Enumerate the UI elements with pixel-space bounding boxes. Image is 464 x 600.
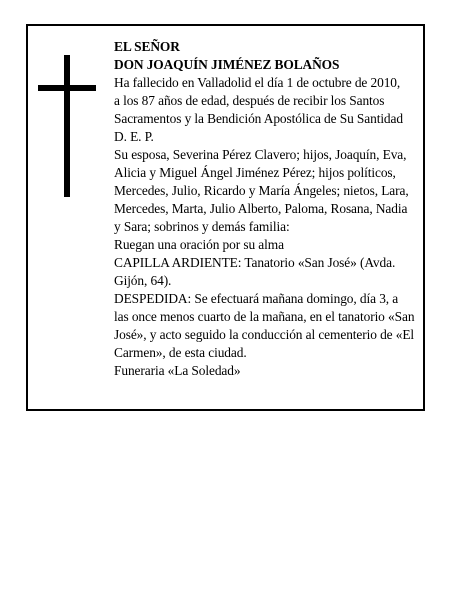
cross-vertical-bar (64, 55, 70, 197)
text-line: Sacramentos y la Bendición Apostólica de Su Santidad (114, 111, 403, 126)
text-line: José», y acto seguido la conducción al cementerio de «El (114, 327, 415, 342)
prayer-request (114, 236, 432, 254)
cross-icon (38, 55, 96, 197)
text-line: y Sara; sobrinos y demás familia: (114, 219, 290, 234)
text-line: Funeraria «La Soledad» (114, 363, 241, 378)
farewell-details (114, 290, 432, 362)
text-line: Mercedes, Marta, Julio Alberto, Paloma, Rosana, Nadia (114, 201, 408, 216)
death-announcement (114, 74, 432, 146)
text-line: las once menos cuarto de la mañana, en el tanatorio «San (114, 309, 415, 324)
text-line: a los 87 años de edad, después de recibir los Santos (114, 93, 385, 108)
text-line: Ruegan una oración por su alma (114, 237, 284, 252)
text-line: Gijón, 64). (114, 273, 172, 288)
text-line: D. E. P. (114, 129, 154, 144)
cross-horizontal-bar (38, 85, 96, 91)
title-line: EL SEÑOR (114, 39, 180, 54)
text-line: DESPEDIDA: Se efectuará mañana domingo, día 3, a (114, 291, 399, 306)
text-line: Alicia y Miguel Ángel Jiménez Pérez; hijos políticos, (114, 165, 396, 180)
text-line: Carmen», de esta ciudad. (114, 345, 247, 360)
text-line: Ha fallecido en Valladolid el día 1 de octubre de 2010, (114, 75, 401, 90)
text-line: CAPILLA ARDIENTE: Tanatorio «San José» (Avda. (114, 255, 396, 270)
deceased-name: DON JOAQUÍN JIMÉNEZ BOLAÑOS (114, 57, 340, 72)
wake-location (114, 254, 432, 290)
funeral-home (114, 362, 432, 380)
family-list (114, 146, 432, 236)
text-line: Mercedes, Julio, Ricardo y María Ángeles; nietos, Lara, (114, 183, 409, 198)
text-line: Su esposa, Severina Pérez Clavero; hijos, Joaquín, Eva, (114, 147, 407, 162)
obituary-text (114, 38, 432, 380)
